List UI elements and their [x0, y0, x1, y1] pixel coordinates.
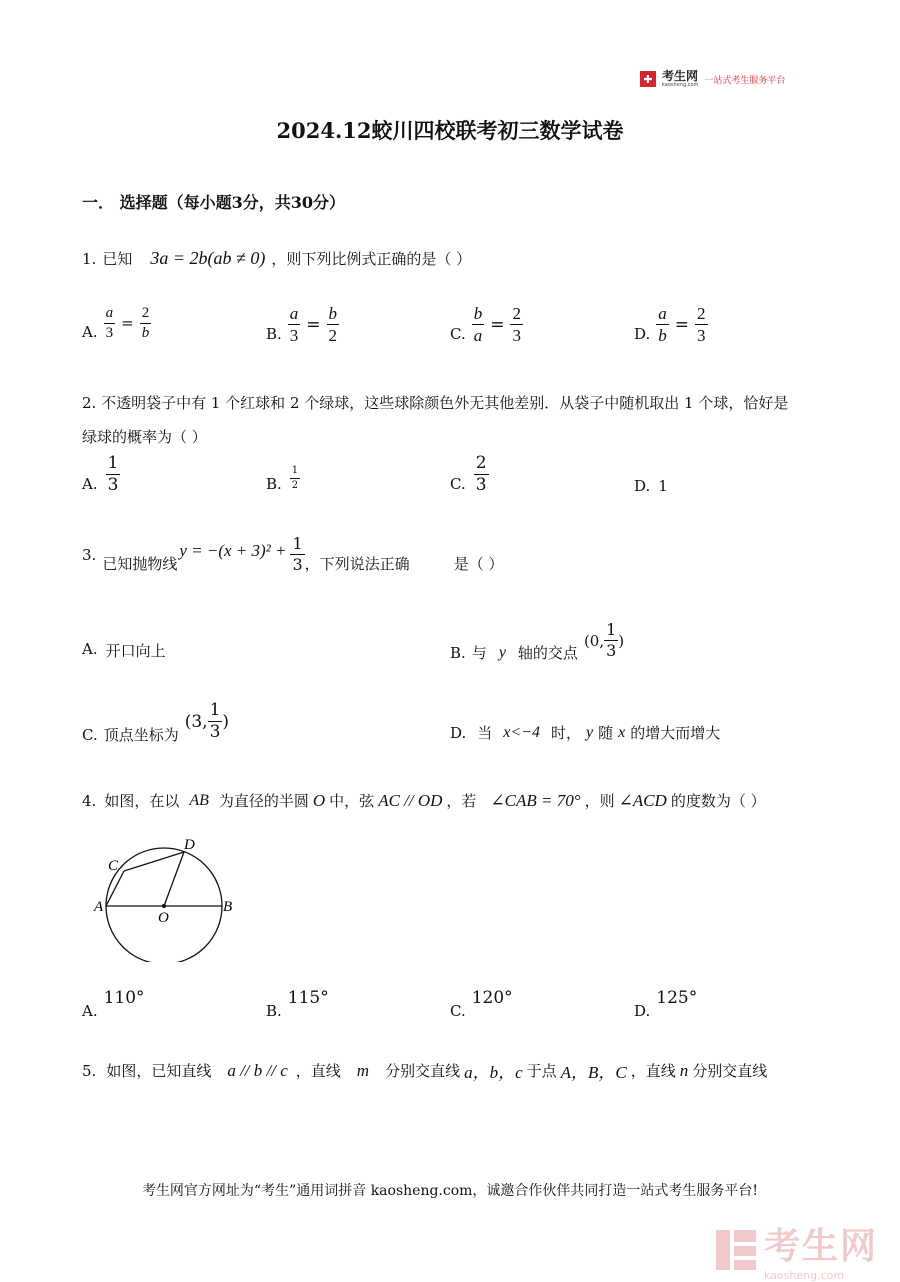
- q4-label-d: D: [184, 837, 195, 853]
- q4-options: [82, 988, 822, 1023]
- q4-option-a[interactable]: A. 110°: [82, 988, 145, 1020]
- page-title: 2024.12蛟川四校联考初三数学试卷: [276, 118, 624, 143]
- q2-option-d[interactable]: D. 1: [634, 477, 668, 495]
- watermark: [716, 1218, 878, 1282]
- question-5: 5. 如图，已知直线 a // b // c ，直线 m 分别交直线 a，b，c 于点 A，B，C ，直线 n 分别交直线: [82, 1060, 768, 1082]
- watermark-domain: kaosheng.com: [764, 1269, 845, 1282]
- q2-option-c[interactable]: C. $\frac{2}{3}$: [450, 453, 487, 495]
- watermark-name: 考生网: [764, 1226, 879, 1267]
- q4-chord-cd: [124, 852, 184, 871]
- q4-label-c: C: [108, 858, 119, 874]
- section-heading: 一． 选择题（每小题3分，共30分）: [82, 193, 345, 212]
- logo-icon: ✚: [640, 71, 656, 87]
- q4-option-b[interactable]: B. 115°: [266, 988, 329, 1020]
- question-2: 2. 不透明袋子中有 1 个红球和 2 个绿球，这些球除颜色外无其他差别．从袋子中随机取出 1 个球，恰好是 绿球的概率为（ ）: [82, 394, 789, 446]
- q1-option-c[interactable]: C. $\frac{b}{a}$ = $\frac{2}{3}$: [450, 304, 521, 345]
- q4-radius-od: [164, 852, 184, 906]
- q4-label-a: A: [94, 899, 104, 915]
- q4-center-dot: [162, 904, 166, 908]
- q1-option-b[interactable]: B. $\frac{a}{3}$ = $\frac{b}{2}$: [266, 304, 338, 345]
- header-logo: [640, 70, 785, 88]
- footer-text: 考生网官方网址为“考生”通用词拼音 kaosheng.com，诚邀合作伙伴共同打造一站式考生服务平台!: [141, 1183, 759, 1199]
- q3-option-a[interactable]: A. 开口向上: [82, 640, 166, 660]
- question-3: 3. 已知抛物线 y = −(x + 3)² + $\frac{1}{3}$ ，下列说法正确 是（ ）: [82, 534, 504, 574]
- q1-options: [82, 305, 822, 350]
- q2-option-a[interactable]: A. $\frac{1}{3}$: [82, 453, 119, 495]
- q3-function: y = −(x + 3)² +: [179, 540, 287, 560]
- logo-domain: kaosheng.com: [662, 82, 699, 88]
- watermark-logo-icon: [716, 1230, 756, 1270]
- q1-condition: 3a = 2b(ab ≠ 0): [150, 248, 266, 268]
- q2-option-b[interactable]: B. $\frac{1}{2}$: [266, 464, 299, 493]
- question-4: 4. 如图，在以 AB 为直径的半圆 O 中，弦 AC // OD ，若 ∠CAB = 70° ，则 ∠ACD 的度数为（ ）: [82, 790, 766, 810]
- logo-name: 考生网: [662, 69, 699, 83]
- q1-option-d[interactable]: D. $\frac{a}{b}$ = $\frac{2}{3}$: [634, 304, 706, 345]
- q3-option-d[interactable]: D. 当 x<−4 时， y 随 x 的增大而增大: [450, 723, 721, 742]
- q1-option-a[interactable]: A. $\frac{a}{3}$ = $\frac{2}{b}$: [82, 304, 150, 341]
- q4-label-o: O: [158, 910, 169, 926]
- q4-figure: [90, 832, 250, 962]
- q4-label-b: B: [223, 899, 233, 915]
- q4-option-c[interactable]: C. 120°: [450, 988, 513, 1020]
- q2-options: [82, 455, 822, 500]
- q4-option-d[interactable]: D. 125°: [634, 988, 698, 1020]
- header-tagline: 一站式考生服务平台: [704, 75, 786, 86]
- question-1: 1. 已知 3a = 2b(ab ≠ 0) ，则下列比例式正确的是（ ）: [82, 248, 472, 268]
- q3-option-b[interactable]: B. 与 y 轴的交点 (0, $\frac{1}{3}$ ): [450, 620, 625, 662]
- q3-option-c[interactable]: C. 顶点坐标为 (3, $\frac{1}{3}$ ): [82, 700, 230, 744]
